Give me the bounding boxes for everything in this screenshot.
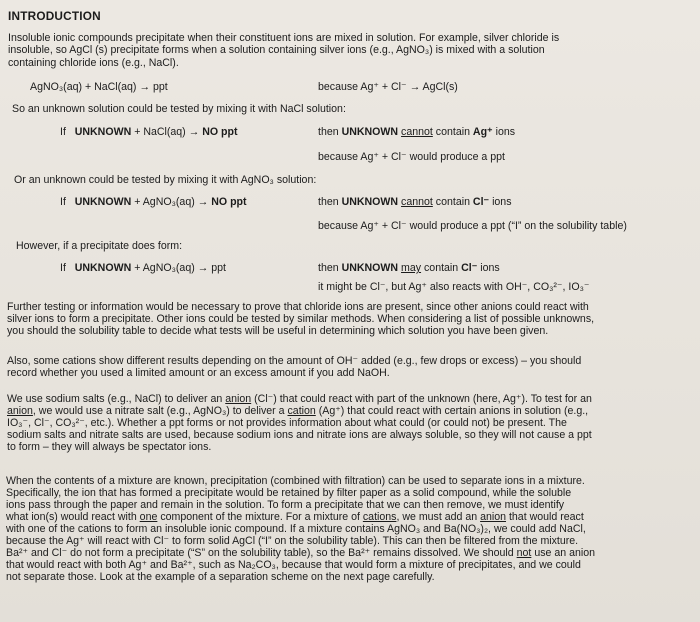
agno3-test-intro: Or an unknown could be tested by mixing it with AgNO₃ solution: <box>14 174 317 186</box>
example-reaction-explanation: because Ag⁺ + Cl⁻ → AgCl(s) <box>318 81 458 93</box>
if-word: If <box>60 262 66 274</box>
ion-label: Ag⁺ <box>472 126 493 138</box>
unknown-label: UNKNOWN <box>341 262 399 274</box>
agno3-test-condition <box>60 196 247 208</box>
unknown-label: UNKNOWN <box>74 196 132 208</box>
result-label: NO ppt <box>211 196 247 208</box>
agno3-test-conclusion <box>318 196 512 208</box>
mixture-line-9: not separate those. Look at the example of a separation scheme on the next page carefully. <box>6 571 435 583</box>
unknown-label: UNKNOWN <box>74 126 132 138</box>
example-reaction-equation: AgNO₃(aq) + NaCl(aq) → ppt <box>30 81 168 93</box>
emphasis-word: cannot <box>401 196 433 208</box>
not-emphasis: not <box>516 547 532 559</box>
reaction-text: + AgNO₃(aq) → <box>134 196 209 208</box>
if-word: If <box>60 196 66 208</box>
ppt-test-conclusion <box>318 262 500 274</box>
cations-emphasis: cations <box>362 511 397 523</box>
ppt-test-intro: However, if a precipitate does form: <box>16 240 183 252</box>
sodium-line-5: to form – they will always be spectator ions. <box>7 441 212 453</box>
unknown-label: UNKNOWN <box>341 126 399 138</box>
ions-word: ions <box>492 196 512 208</box>
mixture-line-2: Specifically, the ion that has formed a precipitate would be retained by filter paper as a solid compound, while the soluble <box>6 487 572 499</box>
section-title: INTRODUCTION <box>8 9 101 23</box>
result-label: NO ppt <box>202 126 238 138</box>
emphasis-word: cannot <box>401 126 433 138</box>
mixture-line-4: what ion(s) would react with one component of the mixture. For a mixture of cations, we must add an anion that would react <box>6 511 584 523</box>
agno3-test-reason: because Ag⁺ + Cl⁻ would produce a ppt (“I” on the solubility table) <box>318 220 627 232</box>
intro-line-3: containing chloride ions (e.g., NaCl). <box>8 57 179 69</box>
mixture-line-8: that would react with both Ag⁺ and Ba²⁺, such as Na₂CO₃, because that would form a mixture of precipitates, and we could <box>6 559 581 571</box>
ppt-test-caveat: it might be Cl⁻, but Ag⁺ also reacts with OH⁻, CO₃²⁻, IO₃⁻ <box>318 281 590 293</box>
nacl-test-condition <box>60 126 238 138</box>
intro-line-1: Insoluble ionic compounds precipitate when their constituent ions are mixed in solution. For example, silver chloride is <box>8 32 560 44</box>
if-word: If <box>60 126 66 138</box>
emphasis-word: may <box>401 262 422 274</box>
anion-emphasis: anion <box>225 393 252 405</box>
mixture-line-5: with one of the cations to form an insoluble ionic compound. If a mixture contains AgNO₃ and Ba(NO₃)₂, we could add NaCl, <box>6 523 586 535</box>
reaction-text: + NaCl(aq) → <box>134 126 200 138</box>
reaction-text: + AgNO₃(aq) → ppt <box>134 262 226 274</box>
one-emphasis: one <box>139 511 158 523</box>
intro-line-2: insoluble, so AgCl (s) precipitate forms when a solution containing silver ions (e.g., AgNO₃) is mixed with a solution <box>8 44 545 56</box>
ion-label: Cl⁻ <box>472 196 490 208</box>
then-word: then <box>318 196 339 208</box>
contain-word: contain <box>435 196 470 208</box>
sodium-line-1: We use sodium salts (e.g., NaCl) to deliver an anion (Cl⁻) that could react with part of the unknown (here, Ag⁺). To test for an <box>7 393 592 405</box>
further-line-3: you should the solubility table to decide what tests will be useful in determining which solution you have been given. <box>7 325 549 337</box>
unknown-label: UNKNOWN <box>74 262 132 274</box>
further-line-1: Further testing or information would be necessary to prove that chloride ions are present, since other anions could react with <box>7 301 589 313</box>
sodium-line-3: IO₃⁻, Cl⁻, CO₃²⁻, etc.). Whether a ppt forms or not provides information about what could (or could not) be present. The <box>7 417 567 429</box>
ions-word: ions <box>495 126 516 138</box>
mixture-line-6: because the Ag⁺ will react with Cl⁻ to form solid AgCl (“I” on the solubility table). This can then be filtered from the mixture. <box>6 535 579 547</box>
contain-word: contain <box>435 126 470 138</box>
ppt-test-condition <box>60 262 226 274</box>
nacl-test-intro: So an unknown solution could be tested by mixing it with NaCl solution: <box>12 103 346 115</box>
cations-line-2: record whether you used a limited amount or an excess amount if you add NaOH. <box>7 367 390 379</box>
ion-label: Cl⁻ <box>461 262 478 274</box>
anion-emphasis: anion <box>7 405 33 417</box>
mixture-line-1: When the contents of a mixture are known, precipitation (combined with filtration) can be used to separate ions in a mixture. <box>6 475 585 487</box>
nacl-test-conclusion <box>318 126 515 138</box>
anion-emphasis: anion <box>480 511 507 523</box>
then-word: then <box>318 262 339 274</box>
cation-emphasis: cation <box>287 405 316 417</box>
unknown-label: UNKNOWN <box>341 196 399 208</box>
mixture-line-3: ions pass through the paper and remain in the solution. To form a precipitate that we can then remove, we must identify <box>6 499 565 511</box>
sodium-line-2: anion, we would use a nitrate salt (e.g., AgNO₃) to deliver a cation (Ag⁺) that could react with certain anions in solution (e.g., <box>7 405 589 417</box>
further-line-2: silver ions to form a precipitate. Other ions could be tested by similar methods. When considering a list of possible unknowns, <box>7 313 595 325</box>
ions-word: ions <box>480 262 500 274</box>
then-word: then <box>318 126 339 138</box>
contain-word: contain <box>424 262 459 274</box>
mixture-line-7: Ba²⁺ and Cl⁻ do not form a precipitate (“S” on the solubility table), so the Ba²⁺ remains dissolved. We should not use an anion <box>6 547 595 559</box>
cations-line-1: Also, some cations show different results depending on the amount of OH⁻ added (e.g., few drops or excess) – you should <box>7 355 582 367</box>
sodium-line-4: sodium salts and nitrate salts are used, because sodium ions and nitrate ions are always soluble, so they will not cause a ppt <box>7 429 592 441</box>
nacl-test-reason: because Ag⁺ + Cl⁻ would produce a ppt <box>318 151 505 163</box>
